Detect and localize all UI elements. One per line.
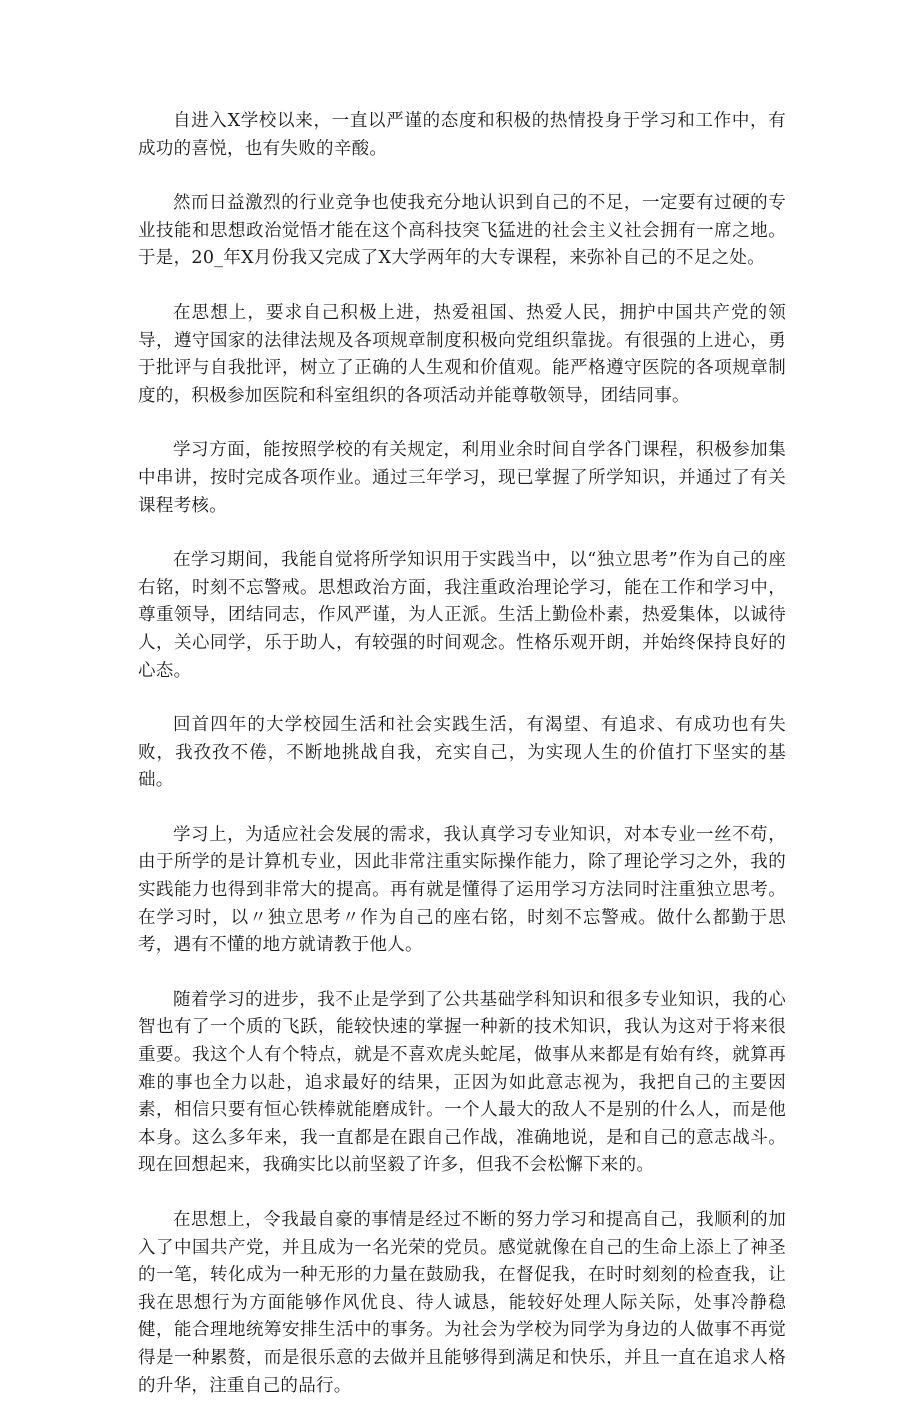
paragraph-3: 在思想上，要求自己积极上进，热爱祖国、热爱人民，拥护中国共产党的领导，遵守国家的法律法规及各项规章制度积极向党组织靠拢。有很强的上进心，勇于批评与自我批评，树立了正确的人生观和价值观。能严格遵守医院的各项规章制度的，积极参加医院和科室组织的各项活动并能尊敬领导，团结同事。	[138, 302, 786, 406]
paragraph-1: 自进入X学校以来，一直以严谨的态度和积极的热情投身于学习和工作中，有成功的喜悦，也有失败的辛酸。	[138, 111, 786, 159]
paragraph-4: 学习方面，能按照学校的有关规定，利用业余时间自学各门课程，积极参加集中串讲，按时完成各项作业。通过三年学习，现已掌握了所学知识，并通过了有关课程考核。	[138, 440, 786, 516]
paragraph-9: 在思想上，令我最自豪的事情是经过不断的努力学习和提高自己，我顺利的加入了中国共产党，并且成为一名光荣的党员。感觉就像在自己的生命上添上了神圣的一笔，转化成为一种无形的力量在鼓励我，在督促我，在时时刻刻的检查我，让我在思想行为方面能够作风优良、待人诚恳，能较好处理人际关际，处事冷静稳健，能合理地统筹安排生活中的事务。为社会为学校为同学为身边的人做事不再觉得是一种累赘，而是很乐意的去做并且能够得到满足和快乐，并且一直在追求人格的升华，注重自己的品行。	[138, 1210, 786, 1396]
document-body	[138, 108, 786, 1427]
paragraph-6: 回首四年的大学校园生活和社会实践生活，有渴望、有追求、有成功也有失败，我孜孜不倦，不断地挑战自我，充实自己，为实现人生的价值打下坚实的基础。	[138, 715, 786, 791]
paragraph-7: 学习上，为适应社会发展的需求，我认真学习专业知识，对本专业一丝不苟，由于所学的是计算机专业，因此非常注重实际操作能力，除了理论学习之外，我的实践能力也得到非常大的提高。再有就是懂得了运用学习方法同时注重独立思考。在学习时，以〃独立思考〃作为自己的座右铭，时刻不忘警戒。做什么都勤于思考，遇有不懂的地方就请教于他人。	[138, 824, 786, 956]
paragraph-5: 在学习期间，我能自觉将所学知识用于实践当中，以“独立思考”作为自己的座右铭，时刻不忘警戒。思想政治方面，我注重政治理论学习，能在工作和学习中，尊重领导，团结同志，作风严谨，为人正派。生活上勤俭朴素，热爱集体，以诚待人，关心同学，乐于助人，有较强的时间观念。性格乐观开朗，并始终保持良好的心态。	[138, 550, 786, 681]
paragraph-2: 然而日益激烈的行业竞争也使我充分地认识到自己的不足，一定要有过硬的专业技能和思想政治觉悟才能在这个高科技突飞猛进的社会主义社会拥有一席之地。于是，20_年X月份我又完成了X大学两年的大专课程，来弥补自己的不足之处。	[138, 193, 786, 269]
paragraph-8: 随着学习的进步，我不止是学到了公共基础学科知识和很多专业知识，我的心智也有了一个质的飞跃，能较快速的掌握一种新的技术知识，我认为这对于将来很重要。我这个人有个特点，就是不喜欢虎头蛇尾，做事从来都是有始有终，就算再难的事也全力以赴，追求最好的结果，正因为如此意志视为，我把自己的主要因素，相信只要有恒心铁棒就能磨成针。一个人最大的敌人不是别的什么人，而是他本身。这么多年来，我一直都是在跟自己作战，准确地说，是和自己的意志战斗。现在回想起来，我确实比以前坚毅了许多，但我不会松懈下来的。	[138, 989, 786, 1176]
